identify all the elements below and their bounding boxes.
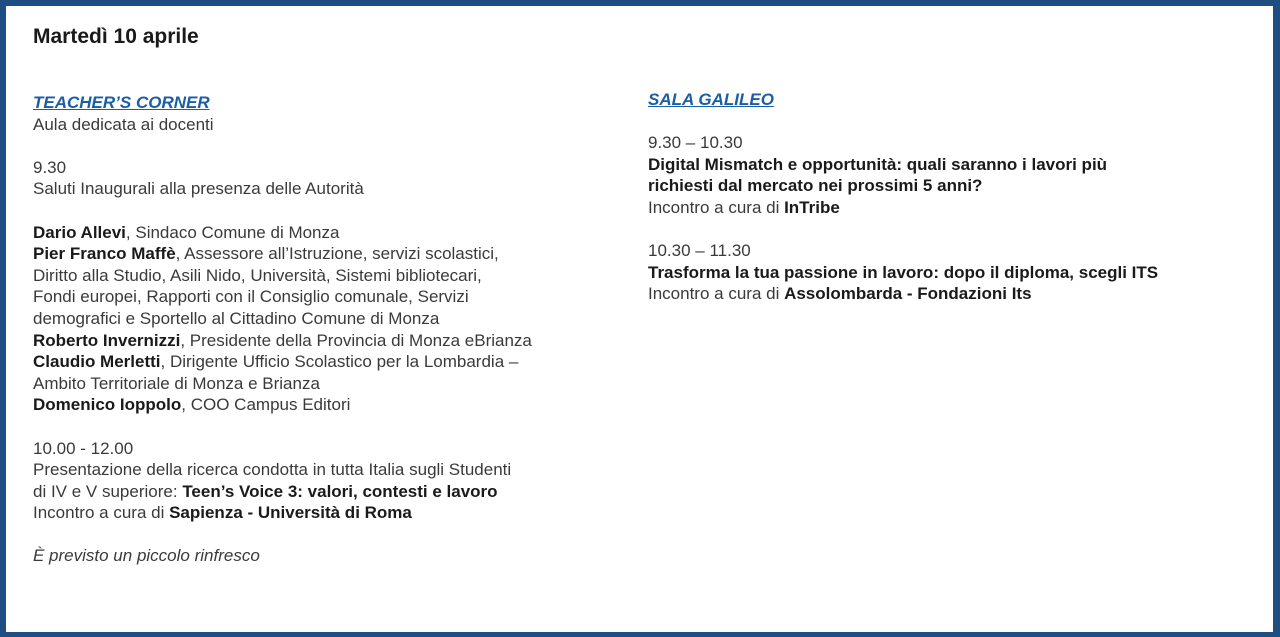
curated-prefix: Incontro a cura di	[33, 503, 170, 523]
event1-curator	[648, 197, 1248, 219]
curated-prefix: Incontro a cura di	[648, 197, 785, 217]
speaker-name: Claudio Merletti	[33, 352, 161, 372]
speaker-role: , Sindaco Comune di Monza	[125, 222, 340, 242]
speaker-role: , Dirigente Ufficio Scolastico per la Lombardia –	[160, 352, 519, 372]
speaker-name: Roberto Invernizzi	[33, 330, 181, 350]
presentation-title: Teen’s Voice 3: valori, contesti e lavoro	[182, 481, 498, 501]
speaker-role-cont: Ambito Territoriale di Monza e Brianza	[33, 373, 320, 393]
speaker-role: , COO Campus Editori	[181, 395, 351, 415]
event1-time: 9.30 – 10.30	[648, 133, 743, 153]
teachers-corner-subtitle: Aula dedicata ai docenti	[33, 114, 214, 134]
event2-curator	[648, 283, 1248, 305]
speaker-name: Domenico Ioppolo	[33, 395, 182, 415]
presentation-prefix: di IV e V superiore:	[33, 481, 183, 501]
event1-title-line: richiesti dal mercato nei prossimi 5 anni?	[648, 176, 983, 196]
teachers-corner-column	[33, 92, 633, 567]
speaker-ioppolo	[33, 394, 633, 416]
speaker-role: , Presidente della Provincia di Monza eBrianza	[180, 330, 532, 350]
event2-title	[648, 262, 1248, 284]
page-frame	[6, 6, 1273, 632]
speaker-name: Dario Allevi	[33, 222, 126, 242]
speaker-role-cont: Diritto alla Studio, Asili Nido, Università, Sistemi bibliotecari,	[33, 265, 482, 285]
curator-name: Assolombarda - Fondazioni Its	[784, 284, 1032, 304]
event2-title-line: Trasforma la tua passione in lavoro: dopo il diploma, scegli ITS	[648, 262, 1159, 282]
speaker-role-cont: demografici e Sportello al Cittadino Comune di Monza	[33, 308, 440, 328]
refreshment-note: È previsto un piccolo rinfresco	[33, 546, 260, 566]
speaker-role: , Assessore all’Istruzione, servizi scolastici,	[175, 244, 499, 264]
speaker-merletti	[33, 351, 633, 373]
presentation-curator	[33, 502, 633, 524]
curator-name: Sapienza - Università di Roma	[169, 503, 412, 523]
teachers-corner-link[interactable]: TEACHER’S CORNER	[33, 93, 210, 112]
sala-galileo-link[interactable]: SALA GALILEO	[648, 90, 774, 109]
speaker-invernizzi	[33, 330, 633, 352]
speaker-name: Pier Franco Maffè	[33, 244, 176, 264]
presentation-time: 10.00 - 12.00	[33, 438, 134, 458]
curated-prefix: Incontro a cura di	[648, 284, 785, 304]
welcome-time: 9.30	[33, 157, 67, 177]
event1-title	[648, 154, 1248, 176]
curator-name: InTribe	[784, 197, 840, 217]
speaker-role-cont: Fondi europei, Rapporti con il Consiglio comunale, Servizi	[33, 287, 469, 307]
sala-galileo-column	[648, 89, 1248, 305]
welcome-text: Saluti Inaugurali alla presenza delle Autorità	[33, 179, 364, 199]
page-title: Martedì 10 aprile	[33, 25, 199, 48]
presentation-text: Presentazione della ricerca condotta in tutta Italia sugli Studenti	[33, 460, 512, 480]
event1-title	[648, 175, 1248, 197]
presentation-text	[33, 481, 633, 503]
event2-time: 10.30 – 11.30	[648, 241, 751, 261]
speaker-allevi	[33, 222, 633, 244]
speaker-maffe	[33, 243, 633, 265]
event1-title-line: Digital Mismatch e opportunità: quali saranno i lavori più	[648, 154, 1108, 174]
